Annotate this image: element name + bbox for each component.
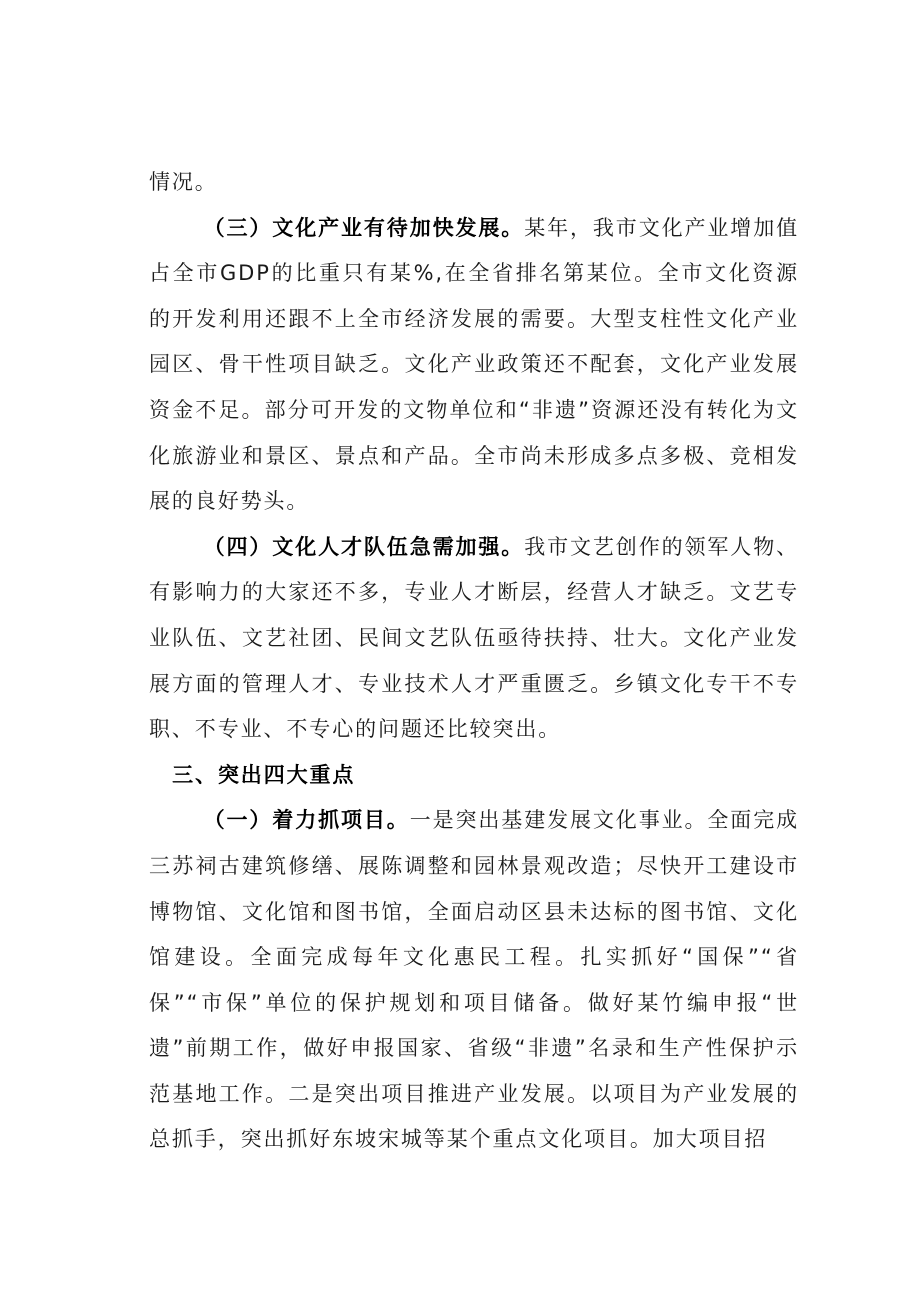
paragraph-lead: （一）着力抓项目。	[203, 808, 410, 833]
paragraph-culture-industry	[149, 206, 799, 525]
paragraph-talent-team	[149, 525, 799, 753]
paragraph-projects	[149, 798, 799, 1163]
paragraph-lead: （三）文化产业有待加快发展。	[203, 215, 525, 240]
paragraph-text: 一是突出基建发展文化事业。全面完成三苏祠古建筑修缮、展陈调整和园林景观改造；尽快开工建设市博物馆、文化馆和图书馆，全面启动区县未达标的图书馆、文化馆建设。全面完成每年文化惠民工程。扎实抓好“国保”“省保”“市保”单位的保护规划和项目储备。做好某竹编申报“世遗”前期工作，做好申报国家、省级“非遗”名录和生产性保护示范基地工作。二是突出项目推进产业发展。以项目为产业发展的总抓手，突出抓好东坡宋城等某个重点文化项目。加大项目招	[149, 808, 800, 1152]
paragraph-text: 情况。	[149, 170, 218, 194]
section-heading: 三、突出四大重点	[172, 762, 356, 787]
paragraph-lead: （四）文化人才队伍急需加强。	[203, 534, 525, 559]
paragraph-text: 我市文艺创作的领军人物、有影响力的大家还不多，专业人才断层，经营人才缺乏。文艺专业队伍、文艺社团、民间文艺队伍亟待扶持、壮大。文化产业发展方面的管理人才、专业技术人才严重匮乏。乡镇文化专干不专职、不专业、不专心的问题还比较突出。	[149, 534, 800, 742]
document-body	[149, 160, 799, 1163]
paragraph-text: 某年，我市文化产业增加值占全市GDP的比重只有某%,在全省排名第某位。全市文化资源的开发利用还跟不上全市经济发展的需要。大型支柱性文化产业园区、骨干性项目缺乏。文化产业政策还不配套，文化产业发展资金不足。部分可开发的文物单位和“非遗”资源还没有转化为文化旅游业和景区、景点和产品。全市尚未形成多点多极、竞相发展的良好势头。	[149, 215, 800, 514]
paragraph-continuation	[149, 160, 799, 206]
